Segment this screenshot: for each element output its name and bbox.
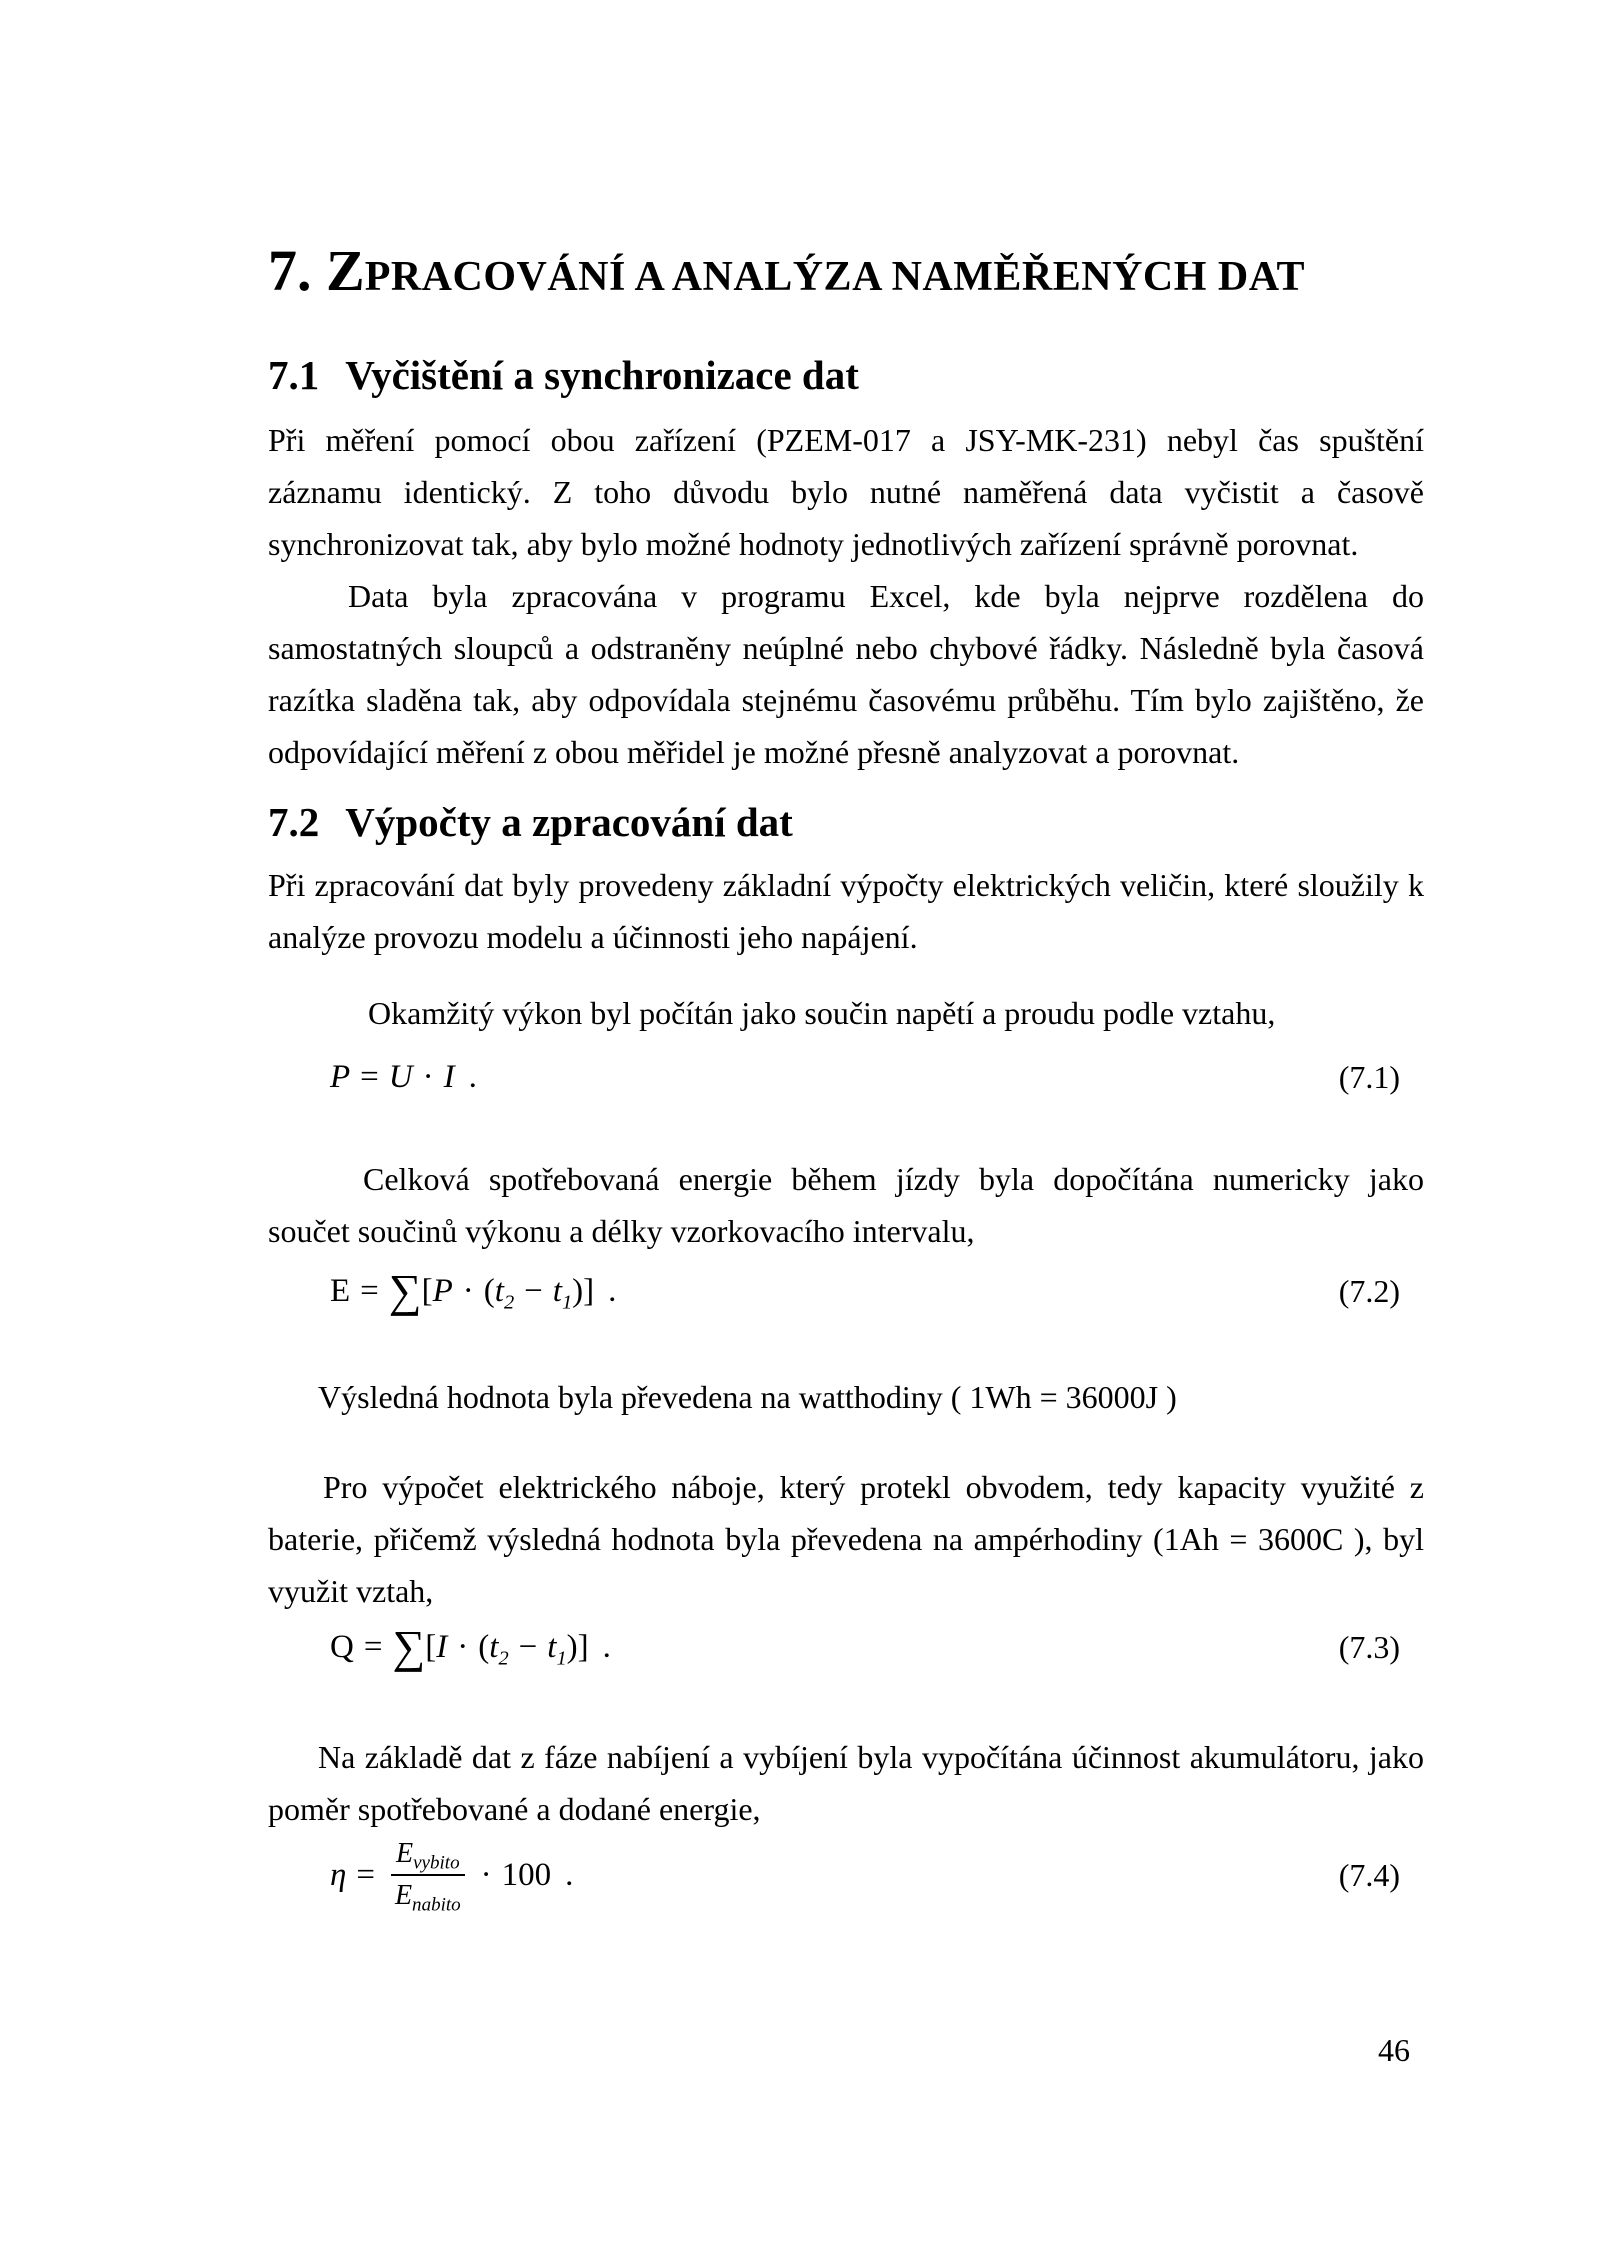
paragraph-watthours-note: Výsledná hodnota byla převedena na watthodiny ( 1Wh = 36000J ) bbox=[318, 1379, 1177, 1415]
paragraph-battery-efficiency: Na základě dat z fáze nabíjení a vybíjení byla vypočítána účinnost akumulátoru, jako poměr spotřebované a dodané energie, bbox=[268, 1739, 1424, 1827]
paragraph-calculations-intro: Při zpracování dat byly provedeny základní výpočty elektrických veličin, které sloužily k analýze provozu modelu a účinnosti jeho napájení. bbox=[268, 867, 1424, 955]
page-number: 46 bbox=[1378, 2032, 1410, 2068]
chapter-title-lead: 7. Z bbox=[268, 238, 365, 303]
equation-number: (7.2) bbox=[1338, 1273, 1400, 1309]
chapter-title-rest: PRACOVÁNÍ A ANALÝZA NAMĚŘENÝCH DAT bbox=[364, 254, 1305, 300]
chapter-title bbox=[268, 240, 1424, 303]
equation-7-4 bbox=[268, 1837, 1424, 1916]
paragraph-sync-intro: Při měření pomocí obou zařízení (PZEM-017 a JSY-MK-231) nebyl čas spuštění záznamu identický. Z toho důvodu bylo nutné naměřená data vyčistit a časově synchronizovat tak, aby bylo možné hodnoty jednotlivých zařízení správně porovnat. bbox=[268, 421, 1424, 562]
equation-number: (7.4) bbox=[1338, 1856, 1400, 1893]
paragraph-electric-charge: Pro výpočet elektrického náboje, který protekl obvodem, tedy kapacity využité z baterie, přičemž výsledná hodnota byla převedena na ampérhodiny (1Ah = 3600C ), byl využit vztah, bbox=[268, 1469, 1424, 1609]
equation-body: E = ∑ [ P · ( $t_2$ − $t_1$ )] . bbox=[330, 1265, 617, 1316]
section-number: 7.1 bbox=[268, 351, 320, 398]
equation-body: η = $E_{vybito}$ $E_{nabito}$ · 100 . bbox=[330, 1838, 574, 1916]
equation-body: P = U · I . bbox=[330, 1059, 477, 1095]
paragraph-excel-processing: Data byla zpracována v programu Excel, kde byla nejprve rozdělena do samostatných sloupců a odstraněny neúplné nebo chybové řádky. Následně byla časová razítka sladěna tak, aby odpovídala stejnému časovému průběhu. Tím bylo zajištěno, že odpovídající měření z obou měřidel je možné přesně analyzovat a porovnat. bbox=[268, 577, 1424, 770]
section-number: 7.2 bbox=[268, 798, 320, 845]
paragraph-total-energy: Celková spotřebovaná energie během jízdy byla dopočítána numericky jako součet součinů výkonu a délky vzorkovacího intervalu, bbox=[268, 1161, 1424, 1249]
section-title: Výpočty a zpracování dat bbox=[345, 798, 793, 845]
section-heading-7-1 bbox=[268, 351, 1424, 400]
equation-7-1 bbox=[268, 1051, 1424, 1103]
section-title: Vyčištění a synchronizace dat bbox=[345, 351, 859, 398]
section-heading-7-2 bbox=[268, 798, 1424, 847]
equation-number: (7.3) bbox=[1338, 1629, 1400, 1665]
paragraph-instant-power: Okamžitý výkon byl počítán jako součin napětí a proudu podle vztahu, bbox=[368, 995, 1276, 1031]
equation-body: Q = ∑ [ I · ( $t_2$ − $t_1$ )] . bbox=[330, 1621, 611, 1672]
equation-7-2 bbox=[268, 1265, 1424, 1317]
equation-number: (7.1) bbox=[1338, 1059, 1400, 1095]
equation-7-3 bbox=[268, 1621, 1424, 1673]
